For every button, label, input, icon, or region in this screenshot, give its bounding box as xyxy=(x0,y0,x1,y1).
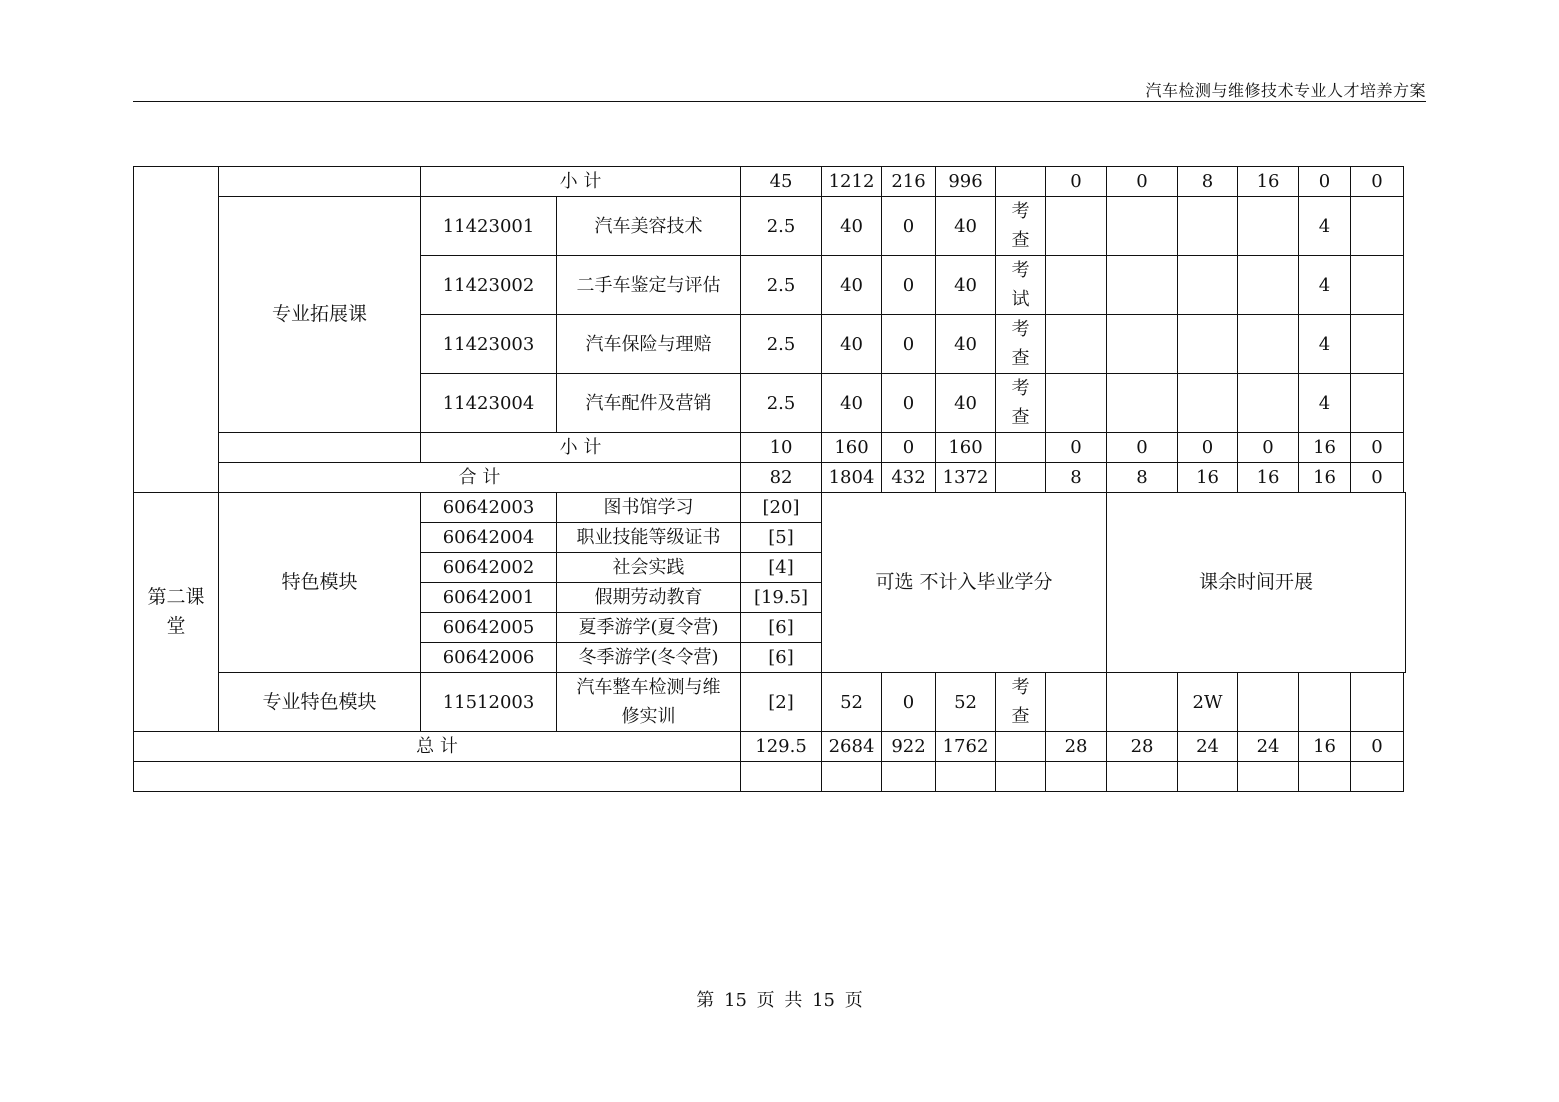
semester-6-cell xyxy=(1351,256,1404,315)
theory-hours-cell: 0 xyxy=(882,256,936,315)
credit-cell: 2.5 xyxy=(741,256,822,315)
exam-cell xyxy=(996,732,1046,762)
semester-5-cell: 0 xyxy=(1299,167,1351,197)
semester-1-cell xyxy=(1046,315,1107,374)
credit-cell: [4] xyxy=(741,553,822,583)
theory-hours-cell: 0 xyxy=(882,315,936,374)
semester-1-cell: 0 xyxy=(1046,167,1107,197)
sum-label: 合 计 xyxy=(219,463,741,493)
course-code-cell: 60642001 xyxy=(421,583,557,613)
empty-cell xyxy=(134,762,741,792)
table-row xyxy=(134,197,1406,256)
theory-hours-cell: 0 xyxy=(882,433,936,463)
semester-3-cell xyxy=(1178,256,1238,315)
semester-1-cell: 0 xyxy=(1046,433,1107,463)
practice-hours-cell: 40 xyxy=(936,256,996,315)
course-code-cell: 60642005 xyxy=(421,613,557,643)
semester-1-cell xyxy=(1046,374,1107,433)
theory-hours-cell: 0 xyxy=(882,197,936,256)
table-row-sum xyxy=(134,463,1406,493)
exam-cell xyxy=(996,463,1046,493)
semester-1-cell xyxy=(1046,197,1107,256)
semester-4-cell xyxy=(1238,673,1299,732)
exam-cell: 考 查 xyxy=(996,374,1046,433)
semester-5-cell: 16 xyxy=(1299,732,1351,762)
course-name-cell: 汽车配件及营销 xyxy=(557,374,741,433)
semester-3-cell: 24 xyxy=(1178,732,1238,762)
practice-hours-cell: 1372 xyxy=(936,463,996,493)
credit-cell: 45 xyxy=(741,167,822,197)
semester-2-cell: 8 xyxy=(1107,463,1178,493)
semester-5-cell: 4 xyxy=(1299,197,1351,256)
credit-cell: [6] xyxy=(741,643,822,673)
theory-hours-cell: 0 xyxy=(882,374,936,433)
semester-3-cell: 16 xyxy=(1178,463,1238,493)
semester-2-cell xyxy=(1107,315,1178,374)
semester-2-cell xyxy=(1107,374,1178,433)
semester-3-cell: 8 xyxy=(1178,167,1238,197)
credit-cell: [2] xyxy=(741,673,822,732)
semester-2-cell: 28 xyxy=(1107,732,1178,762)
total-hours-cell: 1212 xyxy=(822,167,882,197)
semester-2-cell: 0 xyxy=(1107,433,1178,463)
page-number-footer: 第 15 页 共 15 页 xyxy=(696,990,863,1011)
practice-hours-cell: 160 xyxy=(936,433,996,463)
header-rule xyxy=(133,101,1426,102)
group-cell-special: 专业特色模块 xyxy=(219,673,421,732)
credit-cell: [20] xyxy=(741,493,822,523)
time-note-cell: 课余时间开展 xyxy=(1107,493,1406,673)
practice-hours-cell: 40 xyxy=(936,374,996,433)
semester-6-cell: 0 xyxy=(1351,433,1404,463)
course-code-cell: 60642003 xyxy=(421,493,557,523)
group-cell-empty xyxy=(219,167,421,197)
document-header-title: 汽车检测与维修技术专业人才培养方案 xyxy=(1145,81,1426,100)
semester-2-cell xyxy=(1107,673,1178,732)
group-cell-expansion: 专业拓展课 xyxy=(219,197,421,433)
credit-cell: 10 xyxy=(741,433,822,463)
practice-hours-cell: 40 xyxy=(936,315,996,374)
total-hours-cell: 40 xyxy=(822,374,882,433)
practice-hours-cell: 996 xyxy=(936,167,996,197)
empty-cell xyxy=(1299,762,1351,792)
empty-cell xyxy=(1046,762,1107,792)
optional-note-cell: 可选 不计入毕业学分 xyxy=(822,493,1107,673)
semester-6-cell: 0 xyxy=(1351,732,1404,762)
course-name-cell: 二手车鉴定与评估 xyxy=(557,256,741,315)
course-name-cell: 冬季游学(冬令营) xyxy=(557,643,741,673)
semester-6-cell: 0 xyxy=(1351,167,1404,197)
theory-hours-cell: 216 xyxy=(882,167,936,197)
empty-cell xyxy=(741,762,822,792)
course-code-cell: 60642002 xyxy=(421,553,557,583)
empty-cell xyxy=(882,762,936,792)
course-code-cell: 60642006 xyxy=(421,643,557,673)
empty-cell xyxy=(822,762,882,792)
semester-5-cell: 4 xyxy=(1299,256,1351,315)
practice-hours-cell: 40 xyxy=(936,197,996,256)
semester-4-cell xyxy=(1238,197,1299,256)
theory-hours-cell: 922 xyxy=(882,732,936,762)
semester-5-cell: 4 xyxy=(1299,315,1351,374)
theory-hours-cell: 432 xyxy=(882,463,936,493)
semester-4-cell xyxy=(1238,315,1299,374)
table-row xyxy=(134,493,1406,523)
category-cell-empty xyxy=(134,167,219,493)
semester-4-cell: 0 xyxy=(1238,433,1299,463)
total-hours-cell: 40 xyxy=(822,197,882,256)
category-cell-second-classroom: 第二课 堂 xyxy=(134,493,219,732)
course-code-cell: 11423001 xyxy=(421,197,557,256)
grand-total-label: 总 计 xyxy=(134,732,741,762)
table-row-subtotal-1 xyxy=(134,167,1406,197)
course-name-cell: 社会实践 xyxy=(557,553,741,583)
semester-2-cell xyxy=(1107,197,1178,256)
practice-hours-cell: 52 xyxy=(936,673,996,732)
semester-4-cell: 16 xyxy=(1238,167,1299,197)
total-hours-cell: 40 xyxy=(822,315,882,374)
semester-1-cell xyxy=(1046,256,1107,315)
exam-cell: 考 试 xyxy=(996,256,1046,315)
semester-2-cell xyxy=(1107,256,1178,315)
semester-6-cell xyxy=(1351,374,1404,433)
subtotal-label: 小 计 xyxy=(421,433,741,463)
credit-cell: 129.5 xyxy=(741,732,822,762)
semester-3-cell: 0 xyxy=(1178,433,1238,463)
curriculum-table xyxy=(133,166,1406,792)
semester-6-cell xyxy=(1351,673,1404,732)
credit-cell: 82 xyxy=(741,463,822,493)
theory-hours-cell: 0 xyxy=(882,673,936,732)
table-row-grand-total xyxy=(134,732,1406,762)
semester-1-cell: 8 xyxy=(1046,463,1107,493)
practice-hours-cell: 1762 xyxy=(936,732,996,762)
table-row-special-module xyxy=(134,673,1406,732)
credit-cell: [5] xyxy=(741,523,822,553)
total-hours-cell: 2684 xyxy=(822,732,882,762)
course-code-cell: 11512003 xyxy=(421,673,557,732)
credit-cell: 2.5 xyxy=(741,374,822,433)
exam-cell xyxy=(996,167,1046,197)
semester-4-cell: 24 xyxy=(1238,732,1299,762)
empty-cell xyxy=(1351,762,1404,792)
exam-cell: 考 查 xyxy=(996,197,1046,256)
empty-cell xyxy=(936,762,996,792)
empty-cell xyxy=(1107,762,1178,792)
total-hours-cell: 1804 xyxy=(822,463,882,493)
semester-4-cell xyxy=(1238,256,1299,315)
group-cell-empty xyxy=(219,433,421,463)
semester-2-cell: 0 xyxy=(1107,167,1178,197)
semester-1-cell xyxy=(1046,673,1107,732)
course-name-cell: 汽车整车检测与维 修实训 xyxy=(557,673,741,732)
total-hours-cell: 40 xyxy=(822,256,882,315)
semester-3-cell: 2W xyxy=(1178,673,1238,732)
credit-cell: [6] xyxy=(741,613,822,643)
semester-4-cell xyxy=(1238,374,1299,433)
course-code-cell: 11423004 xyxy=(421,374,557,433)
exam-cell xyxy=(996,433,1046,463)
semester-6-cell: 0 xyxy=(1351,463,1404,493)
course-code-cell: 11423002 xyxy=(421,256,557,315)
subtotal-label: 小 计 xyxy=(421,167,741,197)
table-row-subtotal-2 xyxy=(134,433,1406,463)
total-hours-cell: 160 xyxy=(822,433,882,463)
course-name-cell: 汽车保险与理赔 xyxy=(557,315,741,374)
empty-cell xyxy=(996,762,1046,792)
exam-cell: 考 查 xyxy=(996,315,1046,374)
course-code-cell: 60642004 xyxy=(421,523,557,553)
empty-cell xyxy=(1178,762,1238,792)
course-name-cell: 图书馆学习 xyxy=(557,493,741,523)
semester-1-cell: 28 xyxy=(1046,732,1107,762)
table-row-empty xyxy=(134,762,1406,792)
course-name-cell: 假期劳动教育 xyxy=(557,583,741,613)
semester-4-cell: 16 xyxy=(1238,463,1299,493)
empty-cell xyxy=(1238,762,1299,792)
semester-5-cell: 16 xyxy=(1299,463,1351,493)
course-name-cell: 职业技能等级证书 xyxy=(557,523,741,553)
semester-5-cell xyxy=(1299,673,1351,732)
credit-cell: 2.5 xyxy=(741,315,822,374)
credit-cell: 2.5 xyxy=(741,197,822,256)
semester-3-cell xyxy=(1178,197,1238,256)
course-name-cell: 汽车美容技术 xyxy=(557,197,741,256)
semester-5-cell: 4 xyxy=(1299,374,1351,433)
course-code-cell: 11423003 xyxy=(421,315,557,374)
group-cell-feature: 特色模块 xyxy=(219,493,421,673)
semester-3-cell xyxy=(1178,315,1238,374)
semester-5-cell: 16 xyxy=(1299,433,1351,463)
semester-3-cell xyxy=(1178,374,1238,433)
exam-cell: 考 查 xyxy=(996,673,1046,732)
semester-6-cell xyxy=(1351,197,1404,256)
total-hours-cell: 52 xyxy=(822,673,882,732)
credit-cell: [19.5] xyxy=(741,583,822,613)
course-name-cell: 夏季游学(夏令营) xyxy=(557,613,741,643)
semester-6-cell xyxy=(1351,315,1404,374)
